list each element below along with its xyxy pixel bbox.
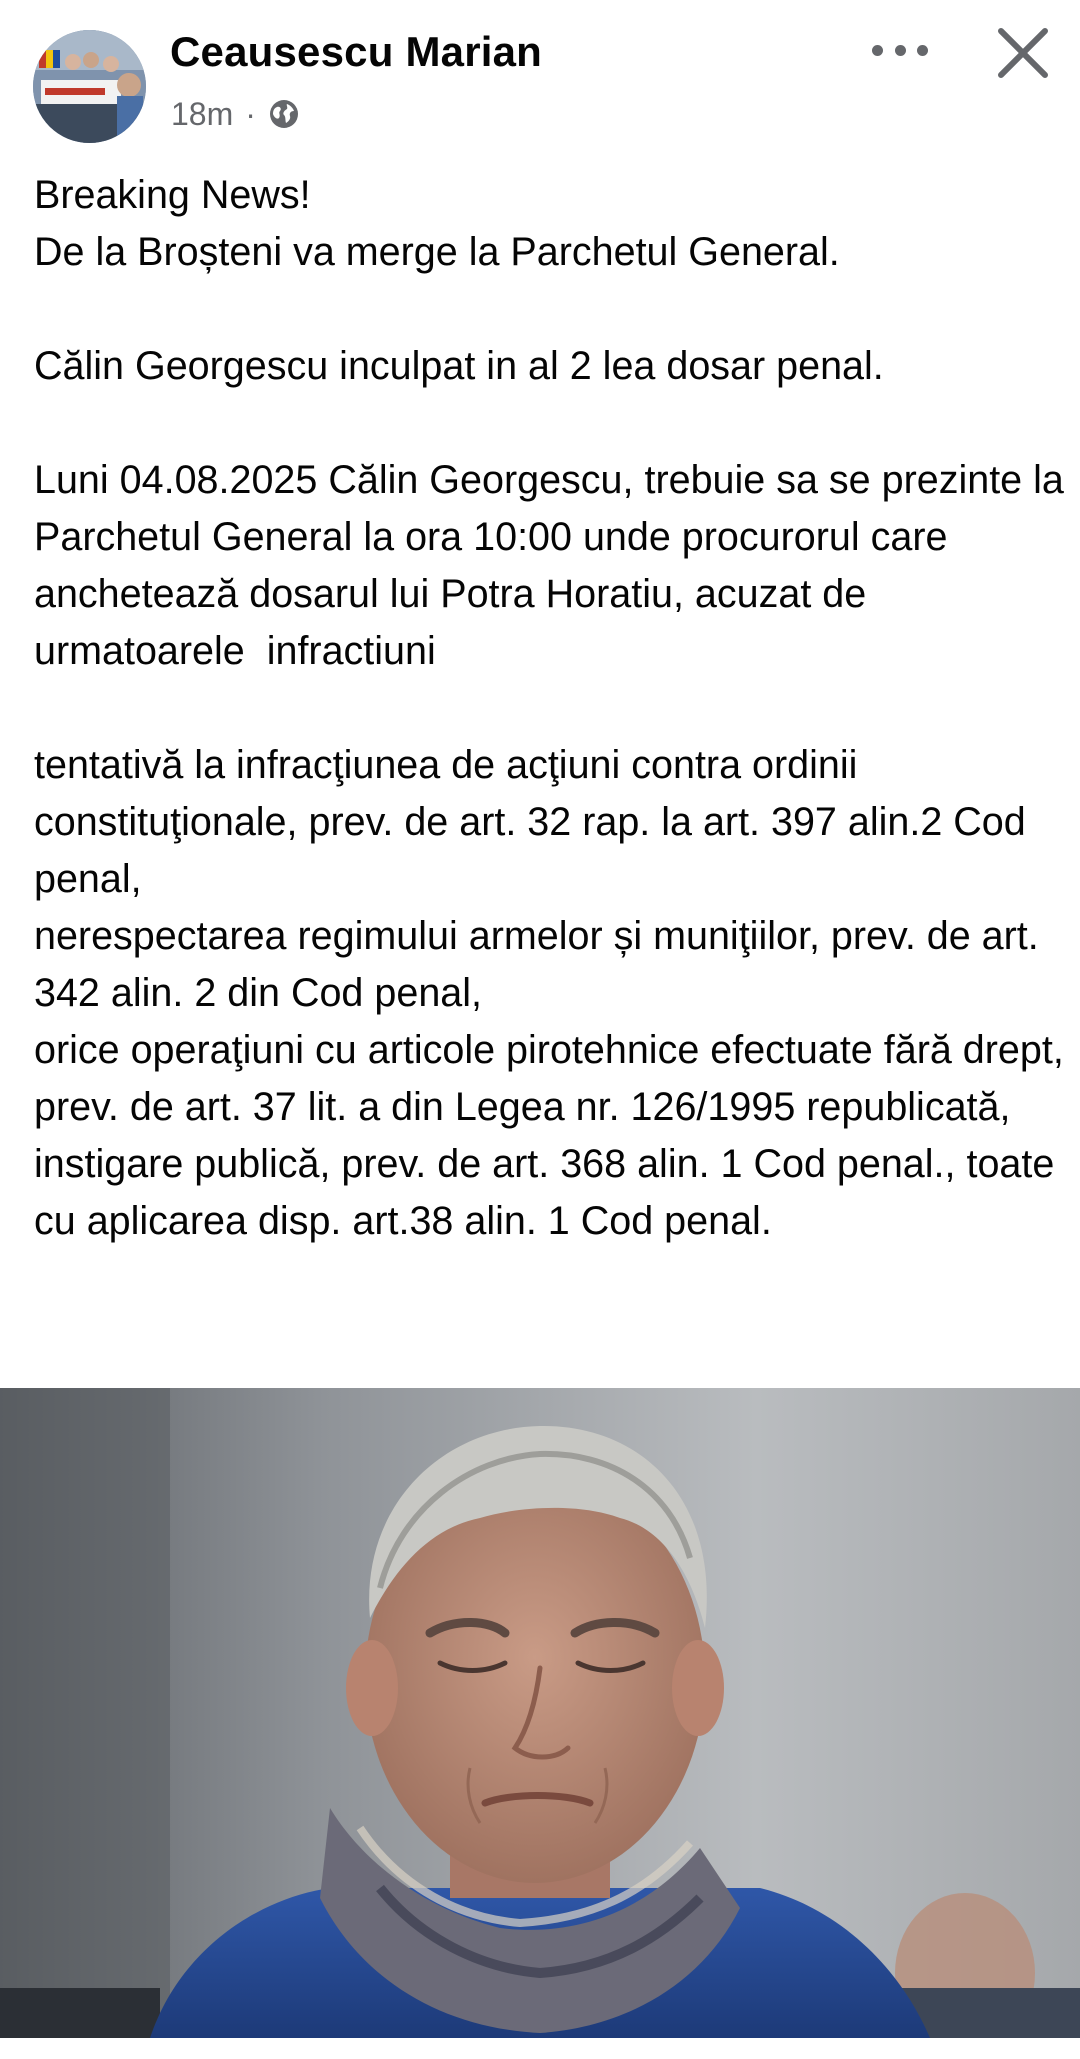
post-meta [171, 92, 300, 136]
post-line: De la Broșteni va merge la Parchetul General. [34, 230, 840, 274]
author-name[interactable]: Ceausescu Marian [170, 28, 543, 75]
post-line: tentativă la infracţiunea de acţiuni contra ordinii constituţionale, prev. de art. 32 rap. la art. 397 alin.2 Cod penal, [34, 743, 1037, 901]
globe-icon [268, 98, 300, 130]
post-line: orice operaţiuni cu articole pirotehnice efectuate fără drept, prev. de art. 37 lit. a din Legea nr. 126/1995 republicată, [34, 1028, 1075, 1129]
meta-separator: · [245, 95, 256, 132]
post-time[interactable]: 18m [171, 95, 234, 132]
more-options-icon[interactable] [872, 36, 928, 64]
post-body [34, 167, 1075, 1250]
post-line: Călin Georgescu inculpat in al 2 lea dosar penal. [34, 344, 884, 388]
post-line: instigare publică, prev. de art. 368 alin. 1 Cod penal., toate cu aplicarea disp. art.38 alin. 1 Cod penal. [34, 1142, 1066, 1243]
post-photo[interactable] [0, 1388, 1080, 2038]
close-icon[interactable] [996, 26, 1050, 80]
post-line: Breaking News! [34, 173, 311, 217]
author-avatar[interactable] [33, 30, 146, 143]
post-line: nerespectarea regimului armelor și muniţiilor, prev. de art. 342 alin. 2 din Cod penal, [34, 914, 1050, 1015]
post-header [0, 0, 1080, 160]
post-line: Luni 04.08.2025 Călin Georgescu, trebuie sa se prezinte la Parchetul General la ora 10:00 unde procurorul care anchetează dosarul lui Potra Horatiu, acuzat de urmatoarele infractiuni [34, 458, 1075, 673]
